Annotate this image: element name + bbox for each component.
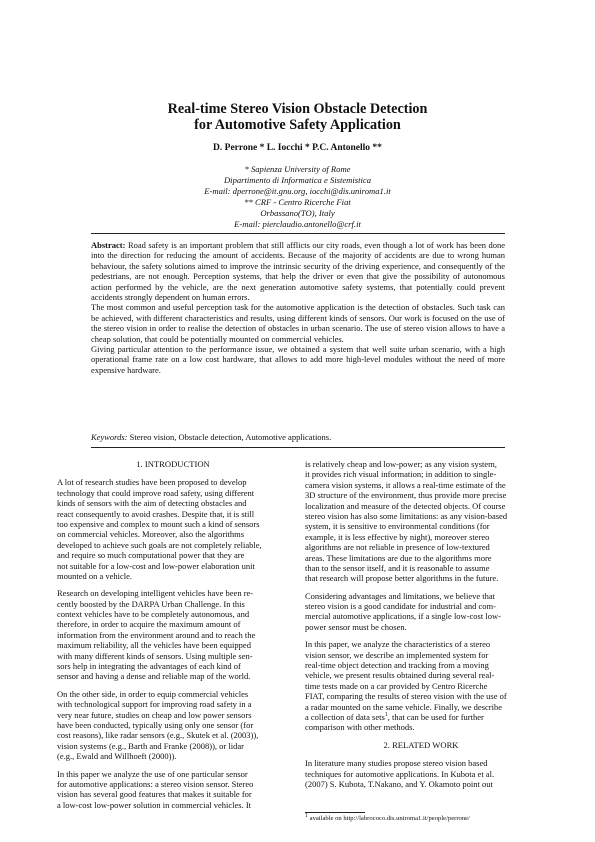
intro-paragraph-1 — [57, 477, 289, 581]
abstract-paragraph-2 — [91, 302, 505, 344]
text-line: sors help in integrating the advantages of each kind of — [57, 661, 241, 672]
text-line: On the other side, in order to equip commercial vehicles — [57, 688, 249, 699]
text-line: have been conducted, typically using only one sensor (for — [57, 720, 254, 730]
related-work-paragraph-1 — [305, 758, 537, 789]
text-line: therefore, in order to acquire the maximum amount of — [57, 619, 241, 630]
text-line: (2007) S. Kubota, T.Nakano, and Y. Okamoto point out — [305, 778, 493, 789]
intro-paragraph-4 — [57, 769, 289, 811]
paper-title — [60, 101, 535, 133]
text-line: for automotive applications: a stereo vision sensor. Stereo — [57, 778, 254, 789]
text-line: is relatively cheap and low-power; as any vision system, — [305, 459, 497, 469]
text-line: FIAT, comparing the results of stereo vision with the use of — [305, 691, 507, 702]
intro-paragraph-7 — [305, 639, 537, 733]
section-heading-related-work: 2. RELATED WORK — [383, 739, 459, 750]
intro-paragraph-5 — [305, 459, 537, 584]
text-line: not suitable for a low-cost and low-power elaboration unit — [57, 560, 255, 571]
text-line — [305, 712, 537, 722]
text-fragment: , that can be used for further — [387, 711, 484, 722]
text-line: it provides rich visual information; in addition to single- — [305, 469, 497, 480]
intro-paragraph-6 — [305, 591, 537, 633]
text-line: cost reasons), like radar sensors (e.g., Skutek et al. (2003)), — [57, 730, 259, 741]
text-line: information from the environment around and to reach the — [57, 629, 256, 640]
text-line: a low-cost low-power solution in commercial vehicles. It — [57, 799, 252, 810]
text-line: vision systems (e.g., Barth and Franke (2008)), or lidar — [57, 740, 244, 751]
text-line: Research on developing intelligent vehicles have been re- — [57, 588, 254, 599]
text-line: with technological support for improving road safety in a — [57, 699, 252, 710]
text-line: technology that could improve road safety, using different — [57, 487, 255, 498]
text-line: stereo vision is a good candidate for industrial and com- — [305, 601, 496, 612]
text-line: that research will propose better algorithms in the future. — [305, 573, 499, 584]
title-line-1: Real-time Stereo Vision Obstacle Detection — [167, 101, 428, 117]
text-line: very near future, studies on cheap and low power sensors — [57, 709, 252, 720]
text-line: In literature many studies propose stereo vision based — [305, 758, 488, 769]
text-line: mounted on a vehicle. — [57, 570, 133, 581]
keywords-text: Stereo vision, Obstacle detection, Automotive applications. — [129, 432, 332, 442]
footnote — [305, 812, 470, 822]
affiliation-line: E-mail: dperrone@it.gnu.org, iocchi@dis.uniroma1.it — [204, 186, 391, 196]
abstract-label: Abstract: — [91, 240, 126, 250]
affiliations — [60, 164, 535, 230]
text-line: 3D structure of the environment, thus provide more precise — [305, 490, 507, 501]
abstract-text-2: The most common and useful perception task for the automotive application is the detection of obstacles. Such task can be achieved, with different characteristics and results, using different kinds of sensors. Our work is focused on the use of the stereo vision in order to realise the detection of obstacles in urban scenario. The use of stereo vision allows to have a cheap solution, that could be potentially mounted on commercial vehicles. — [91, 302, 505, 344]
text-line: vision sensor, we describe an implemented system for — [305, 649, 489, 660]
affiliation-line: Dipartimento di Informatica e Sistemistica — [223, 175, 372, 185]
text-line: camera vision systems, it allows a real-time estimate of the — [305, 479, 506, 490]
text-line: In this paper, we analyze the characteristics of a stereo — [305, 639, 491, 650]
keywords — [91, 432, 505, 442]
section-heading-introduction: 1. INTRODUCTION — [136, 459, 210, 469]
text-fragment: a collection of data sets — [305, 711, 385, 722]
text-line: techniques for automotive applications. In Kubota et al. — [305, 768, 495, 779]
text-line: cently boosted by the DARPA Urban Challenge. In this — [57, 598, 245, 609]
abstract-paragraph-1 — [91, 240, 505, 302]
abstract — [91, 240, 505, 375]
abstract-text-1: Road safety is an important problem that still afflicts our city roads, even though a lot of work has been done into the direction for reducing the amount of accidents. Because of the majority of accidents are due to wrong human behaviour, the safety solutions aimed to improve the intrinsic security of the driving experience, and consequently of the pedestrians, are not enough. Perception systems, that help the driver or even that give the possibility of autonomous action performed by the vehicle, are the next generation automotive safety systems, that potentially could prevent accidents strongly dependent on human errors. — [91, 240, 505, 303]
affiliation-line: * Sapienza University of Rome — [244, 164, 351, 174]
text-line: areas. These limitations are due to the algorithms more — [305, 552, 492, 563]
text-line: vehicle, we present results obtained during several real- — [305, 670, 495, 681]
affiliation-line: ** CRF - Centro Ricerche Fiat — [244, 197, 351, 207]
footnote-rule — [305, 812, 365, 813]
right-column — [305, 459, 537, 796]
footnote-marker[interactable]: 1 — [384, 712, 388, 719]
text-line: kinds of sensors with the aim of detecting obstacles and — [57, 498, 247, 509]
abstract-top-rule — [91, 233, 505, 234]
text-line: stereo vision has also some limitations: as any vision-based — [305, 510, 508, 521]
footnote-number: 1 — [305, 812, 308, 819]
text-line: localization and measure of the detected objects. Of course — [305, 500, 506, 511]
text-line: maximum reliability, all the vehicles have been equipped — [57, 640, 251, 651]
left-column — [57, 459, 289, 817]
text-line: vision has several good features that makes it suitable for — [57, 789, 252, 800]
text-line: too expensive and complex to mount such a kind of sensors — [57, 518, 260, 529]
text-line: example, it is less effective by night), moreover stereo — [305, 531, 490, 542]
text-line: real-time object detection and tracking from a moving — [305, 660, 489, 671]
intro-paragraph-3 — [57, 689, 289, 762]
text-line: time tests made on a car provided by Centro Ricerche — [305, 680, 488, 691]
text-line: comparison with other methods. — [305, 722, 415, 733]
text-line: react consequently to avoid crashes. Despite that, it is still — [57, 508, 255, 519]
abstract-text-3: Giving particular attention to the performance issue, we obtained a system that well suite urban scenario, with a high operational frame rate on a low cost hardware, that allows to add more high-level modules without the need of more expensive hardware. — [91, 344, 505, 375]
intro-paragraph-2 — [57, 588, 289, 682]
text-line: developed to achieve such goals are not completely reliable, — [57, 539, 262, 550]
text-line: with many different kinds of sensors. Using multiple sen- — [57, 650, 253, 661]
text-line: (e.g., Ewald and Willhoeft (2000)). — [57, 751, 177, 762]
text-line: In this paper we analyze the use of one particular sensor — [57, 768, 248, 779]
text-line: power sensor must be chosen. — [305, 621, 407, 632]
text-line: mercial automotive applications, if a single low-cost low- — [305, 611, 501, 622]
text-line: A lot of research studies have been proposed to develop — [57, 477, 247, 488]
text-line: system, it is sensitive to environmental conditions (for — [305, 521, 490, 532]
text-line: algorithms are not reliable in presence of low-textured — [305, 542, 490, 553]
abstract-paragraph-3 — [91, 344, 505, 375]
text-line: sensor and having a dense and reliable map of the world. — [57, 671, 251, 682]
text-line: context vehicles have to be completely autonomous, and — [57, 609, 250, 620]
title-line-2: for Automotive Safety Application — [194, 117, 401, 133]
text-line: and require so much computational power that they are — [57, 550, 245, 561]
keywords-label: Keywords: — [91, 432, 128, 442]
author-list: D. Perrone * L. Iocchi * P.C. Antonello ** — [213, 143, 382, 153]
abstract-bottom-rule — [91, 447, 505, 448]
text-line: than to the sensor itself, and it is reasonable to assume — [305, 562, 490, 573]
text-line: a radar mounted on the same vehicle. Finally, we describe — [305, 701, 503, 712]
affiliation-line: Orbassano(TO), Italy — [260, 208, 335, 218]
text-line: on commercial vehicles. Moreover, also the algorithms — [57, 529, 245, 540]
affiliation-line: E-mail: pierclaudio.antonello@crf.it — [234, 219, 361, 229]
text-line: Considering advantages and limitations, we believe that — [305, 590, 496, 601]
footnote-text: available on http://labrococo.dis.uniroma1.it/people/perrone/ — [309, 815, 470, 822]
